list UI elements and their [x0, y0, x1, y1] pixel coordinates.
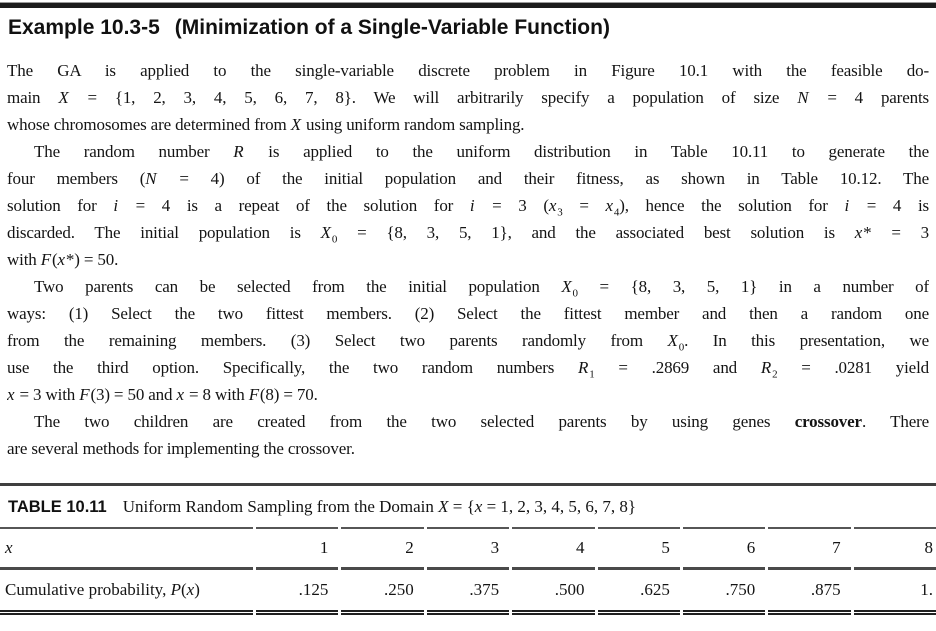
text-line: x = 3 with F(3) = 50 and x = 8 with F(8) = 70. — [7, 385, 318, 404]
example-title-label: Example 10.3-5 — [8, 16, 160, 39]
table-caption — [0, 483, 936, 527]
table-cell: 7 — [768, 527, 850, 570]
top-rule — [0, 2, 936, 8]
paragraph — [7, 408, 929, 462]
example-title — [8, 14, 928, 42]
row-label: Cumulative probability, P(x) — [0, 570, 253, 615]
table-cell: 4 — [512, 527, 594, 570]
uniform-sampling-table — [0, 527, 936, 615]
example-title-paren: (Minimization of a Single-Variable Function) — [174, 16, 610, 39]
text-line: use the third option. Specifically, the two random numbers $R_1 = .2869$ and $R_2 = .0281$ yield — [7, 358, 929, 381]
table-cell: .500 — [512, 570, 594, 615]
text-line: with F(x*) = 50. — [7, 250, 119, 269]
table-caption-text: Uniform Random Sampling from the Domain X = {x = 1, 2, 3, 4, 5, 6, 7, 8} — [122, 497, 637, 516]
table-cell: 1 — [256, 527, 338, 570]
text-line: discarded. The initial population is $X_0 = \{8$, 3, 5, 1}, and the associated best solution is x* = 3 — [7, 223, 929, 246]
table-header-row — [0, 527, 936, 570]
paragraph — [7, 57, 929, 138]
table-cell: .625 — [598, 570, 680, 615]
row-label: x — [0, 527, 253, 570]
table-cell: 6 — [683, 527, 765, 570]
text-line: The random number R is applied to the uniform distribution in Table 10.11 to generate the — [34, 142, 929, 161]
text-line: solution for i = 4 is a repeat of the solution for i = 3 $(x_3 = x_4)$, hence the solution for i = 4 is — [7, 196, 929, 219]
text-line: are several methods for implementing the crossover. — [7, 439, 355, 458]
text-line: main X = {1, 2, 3, 4, 5, 6, 7, 8}. We will arbitrarily specify a population of size N = 4 parents — [7, 88, 929, 107]
table-cell: 1. — [854, 570, 936, 615]
table-cell: 2 — [341, 527, 423, 570]
text-line: The GA is applied to the single-variable discrete problem in Figure 10.1 with the feasible do- — [7, 61, 929, 80]
body-text — [7, 57, 929, 462]
table-caption-label: TABLE 10.11 — [8, 498, 107, 516]
text-line: from the remaining members. (3) Select two parents randomly from $X_0$. In this presentation, we — [7, 331, 929, 354]
table-cell: 5 — [598, 527, 680, 570]
paragraph — [7, 273, 929, 408]
text-line: ways: (1) Select the two fittest members. (2) Select the fittest member and then a random one — [7, 304, 929, 323]
table-cell: .375 — [427, 570, 509, 615]
table-data-row — [0, 570, 936, 615]
table-cell: .750 — [683, 570, 765, 615]
textbook-page — [0, 2, 936, 631]
paragraph — [7, 138, 929, 273]
text-line: Two parents can be selected from the initial population $X_0 = \{8$, 3, 5, 1} in a number of — [34, 277, 929, 300]
table-cell: .125 — [256, 570, 338, 615]
text-line: whose chromosomes are determined from X using uniform random sampling. — [7, 115, 525, 134]
text-line: four members (N = 4) of the initial population and their fitness, as shown in Table 10.12. The — [7, 169, 929, 188]
table-block — [0, 483, 936, 615]
table-cell: 3 — [427, 527, 509, 570]
text-line: The two children are created from the two selected parents by using genes crossover. There — [34, 412, 929, 431]
table-cell: .250 — [341, 570, 423, 615]
table-cell: 8 — [854, 527, 936, 570]
table-cell: .875 — [768, 570, 850, 615]
